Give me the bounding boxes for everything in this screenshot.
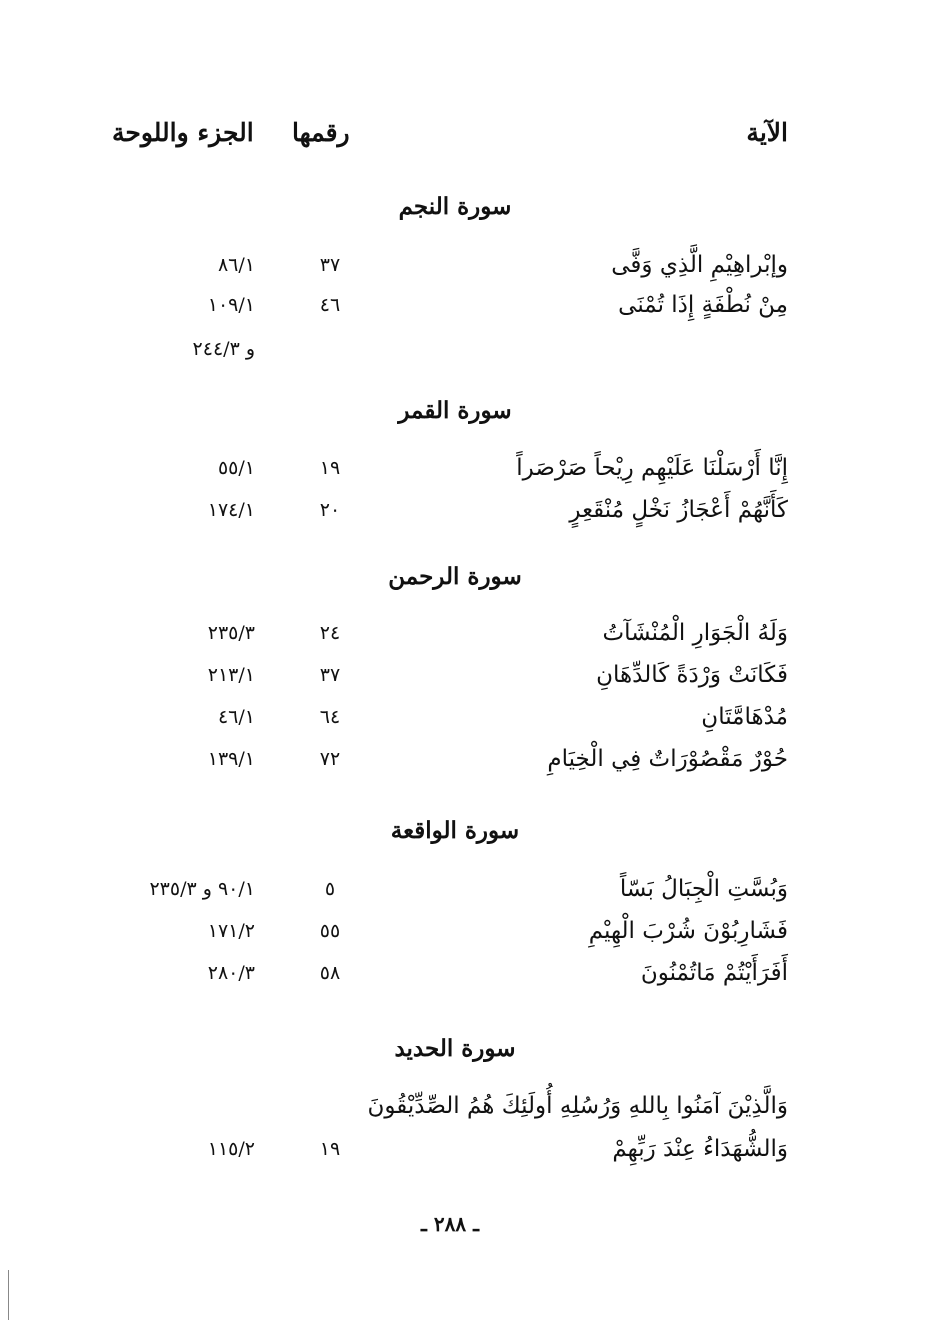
ayah-number: ٣٧ <box>319 664 341 686</box>
ayah-text: حُوْرٌ مَقْصُوْرَاتٌ فِي الْخِيَامِ <box>547 746 788 772</box>
scan-edge-mark <box>8 1270 9 1320</box>
volume-ref: ١١٥/٢ <box>207 1138 255 1160</box>
surah-title: سورة القمر <box>398 397 512 424</box>
ayah-text: مِنْ نُطْفَةٍ إِذَا تُمْنَى <box>618 292 788 318</box>
surah-title: سورة الحديد <box>394 1035 516 1062</box>
column-header-ayah: الآية <box>746 118 788 147</box>
table-row <box>0 704 946 740</box>
ayah-text: أَفَرَأَيْتُمْ مَاتُمْنُونَ <box>640 960 788 986</box>
volume-ref: و ٢٤٤/٣ <box>192 338 255 360</box>
ayah-number: ٧٢ <box>319 748 341 770</box>
volume-ref: ٢١٣/١ <box>207 664 255 686</box>
table-row <box>0 1093 946 1129</box>
table-row <box>0 876 946 912</box>
table-row <box>0 662 946 698</box>
table-row <box>0 292 946 328</box>
surah-title: سورة الرحمن <box>388 563 522 590</box>
column-header-number: رقمها <box>292 118 350 147</box>
table-row <box>0 746 946 782</box>
page-number: ـ ٢٨٨ ـ <box>421 1212 479 1236</box>
ayah-number: ٦٤ <box>319 706 341 728</box>
ayah-text: وَالَّذِيْنَ آمَنُوا بِاللهِ وَرُسُلِهِ أُولَئِكَ هُمُ الصِّدِّيْقُونَ <box>367 1093 788 1119</box>
ayah-number: ٤٦ <box>319 294 341 316</box>
table-row <box>0 960 946 996</box>
volume-ref: ٨٦/١ <box>217 254 255 276</box>
column-header-volume: الجزء واللوحة <box>112 118 254 147</box>
volume-ref: ١٧١/٢ <box>207 920 255 942</box>
ayah-number: ٢٤ <box>319 622 341 644</box>
surah-title: سورة الواقعة <box>390 817 520 844</box>
ayah-text: كَأَنَّهُمْ أَعْجَازُ نَخْلٍ مُنْقَعِرٍ <box>569 497 788 523</box>
volume-ref: ٥٥/١ <box>217 457 255 479</box>
volume-ref: ١٧٤/١ <box>207 499 255 521</box>
surah-title: سورة النجم <box>398 193 512 220</box>
table-row <box>0 918 946 954</box>
ayah-text: فَشَارِبُوْنَ شُرْبَ الْهِيْمِ <box>588 918 788 944</box>
volume-ref: ١٠٩/١ <box>207 294 255 316</box>
ayah-text: مُدْهَامَّتَانِ <box>701 704 788 730</box>
volume-ref: ٤٦/١ <box>217 706 255 728</box>
table-row <box>0 336 946 372</box>
volume-ref: ٩٠/١ و ٢٣٥/٣ <box>149 878 255 900</box>
ayah-text: وَلَهُ الْجَوَارِ الْمُنْشَآتُ <box>602 620 788 646</box>
volume-ref: ٢٣٥/٣ <box>207 622 255 644</box>
ayah-text: وَالشُّهَدَاءُ عِنْدَ رَبِّهِمْ <box>612 1136 788 1162</box>
ayah-number: ١٩ <box>319 457 341 479</box>
ayah-number: ٥٥ <box>319 920 341 942</box>
ayah-number: ٥٨ <box>319 962 341 984</box>
table-row <box>0 497 946 533</box>
volume-ref: ١٣٩/١ <box>207 748 255 770</box>
ayah-text: إِنَّا أَرْسَلْنَا عَلَيْهِم رِيْحاً صَرْصَراً <box>516 455 788 481</box>
ayah-number: ٣٧ <box>319 254 341 276</box>
table-row <box>0 252 946 288</box>
ayah-text: وإبْراهِيْمِ الَّذِي وَفَّى <box>611 252 788 278</box>
volume-ref: ٢٨٠/٣ <box>207 962 255 984</box>
ayah-text: وَبُسَّتِ الْجِبَالُ بَسّاً <box>619 876 788 902</box>
table-row <box>0 455 946 491</box>
table-row <box>0 1136 946 1172</box>
ayah-number: ١٩ <box>319 1138 341 1160</box>
ayah-number: ٥ <box>324 878 336 900</box>
table-row <box>0 620 946 656</box>
ayah-number: ٢٠ <box>319 499 341 521</box>
ayah-text: فَكَانَتْ وَرْدَةً كَالدِّهَانِ <box>596 662 788 688</box>
